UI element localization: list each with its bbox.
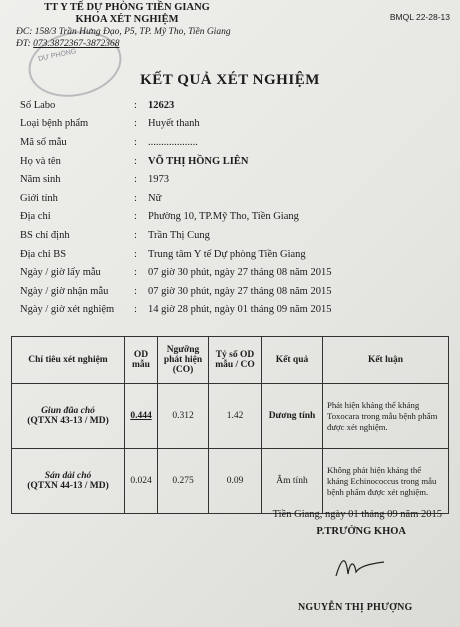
info-label: Năm sinh (20, 174, 61, 186)
info-row (20, 245, 450, 264)
info-row (20, 263, 450, 282)
info-colon: : (134, 229, 137, 241)
header-co: Ngưỡng phát hiện (CO) (158, 337, 209, 384)
place-date: Tiền Giang, ngày 01 tháng 09 năm 2015 (272, 509, 442, 520)
test-code: (QTXN 44-13 / MD) (27, 481, 109, 491)
info-row (20, 96, 450, 115)
info-label: Địa chỉ (20, 211, 51, 223)
header-conclusion: Kết luận (323, 337, 449, 384)
stamp-text: DỰ PHÒNG (37, 48, 77, 63)
test-name: Giun đũa chó (41, 406, 95, 416)
header-od: OD mẫu (125, 337, 158, 384)
info-colon: : (134, 192, 137, 204)
info-value: ................... (148, 136, 198, 148)
org-phone: ĐT: 073.3872367-3872368 (16, 39, 120, 49)
org-address: ĐC: 158/3 Trần Hưng Đạo, P5, TP. Mỹ Tho, Tiền Giang (16, 27, 231, 37)
conclusion-cell: Không phát hiện kháng thể kháng Echinococcus trong mẫu bệnh phẩm được xét nghiệm. (323, 449, 449, 514)
info-row (20, 133, 450, 152)
conclusion-cell: Phát hiện kháng thể kháng Toxocara trong mẫu bệnh phẩm được xét nghiệm. (323, 384, 449, 449)
info-row (20, 152, 450, 171)
ratio-cell: 0.09 (209, 449, 262, 514)
test-name-cell (12, 449, 125, 514)
table-row (12, 384, 449, 449)
info-value: 1973 (148, 174, 169, 186)
info-label: Họ và tên (20, 155, 61, 167)
info-label: Địa chỉ BS (20, 248, 67, 260)
header-test: Chỉ tiêu xét nghiệm (12, 337, 125, 384)
info-row (20, 282, 450, 301)
info-row (20, 115, 450, 134)
info-label: Ngày / giờ xét nghiệm (20, 304, 115, 316)
form-code: BMQL 22-28-13 (389, 12, 450, 22)
handwritten-signature (330, 552, 390, 582)
info-colon: : (134, 285, 137, 297)
info-colon: : (134, 248, 137, 260)
ratio-cell: 1.42 (209, 384, 262, 449)
department-name: KHOA XÉT NGHIỆM (75, 14, 179, 25)
info-label: Mã số mẫu (20, 136, 67, 148)
info-label: Ngày / giờ lấy mẫu (20, 267, 101, 279)
info-label: Ngày / giờ nhận mẫu (20, 285, 109, 297)
info-colon: : (134, 118, 137, 130)
header-result: Kết quả (262, 337, 323, 384)
header-ratio: Tỷ số OD mẫu / CO (209, 337, 262, 384)
info-row (20, 170, 450, 189)
table-header-row (12, 337, 449, 384)
info-colon: : (134, 267, 137, 279)
letterhead (12, 2, 242, 50)
info-row (20, 208, 450, 227)
info-value: Huyết thanh (148, 118, 200, 130)
info-colon: : (134, 211, 137, 223)
org-name: TT Y TẾ DỰ PHÒNG TIỀN GIANG (44, 2, 210, 13)
info-value: Nữ (148, 192, 162, 204)
info-colon: : (134, 304, 137, 316)
result-cell: Âm tính (262, 449, 323, 514)
info-value: 07 giờ 30 phút, ngày 27 tháng 08 năm 2015 (148, 267, 332, 279)
test-name-cell (12, 384, 125, 449)
info-row (20, 301, 450, 320)
co-cell: 0.312 (158, 384, 209, 449)
info-colon: : (134, 99, 137, 111)
info-row (20, 226, 450, 245)
co-cell: 0.275 (158, 449, 209, 514)
result-cell: Dương tính (262, 384, 323, 449)
od-cell: 0.444 (125, 384, 158, 449)
info-value: Trung tâm Y tế Dự phòng Tiền Giang (148, 248, 306, 260)
info-label: Loại bệnh phẩm (20, 118, 89, 130)
info-colon: : (134, 174, 137, 186)
info-value: 14 giờ 28 phút, ngày 01 tháng 09 năm 2015 (148, 304, 332, 316)
info-colon: : (134, 136, 137, 148)
info-value: 12623 (148, 99, 175, 111)
signer-name: NGUYỄN THỊ PHƯỢNG (298, 602, 413, 613)
info-colon: : (134, 155, 137, 167)
info-label: BS chỉ định (20, 229, 70, 241)
info-value: VÕ THỊ HỒNG LIÊN (148, 155, 249, 167)
info-label: Số Labo (20, 99, 56, 111)
info-label: Giới tính (20, 192, 58, 204)
document-title: KẾT QUẢ XÉT NGHIỆM (140, 72, 320, 88)
info-row (20, 189, 450, 208)
test-name: Sán dải chó (44, 471, 92, 481)
signer-title: P.TRƯỞNG KHOA (316, 526, 406, 537)
info-value: Phường 10, TP.Mỹ Tho, Tiền Giang (148, 211, 299, 223)
info-value: Trần Thị Cung (148, 229, 210, 241)
od-cell: 0.024 (125, 449, 158, 514)
info-value: 07 giờ 30 phút, ngày 27 tháng 08 năm 2015 (148, 285, 332, 297)
table-row (12, 449, 449, 514)
patient-info (20, 96, 450, 319)
results-table (11, 336, 449, 514)
test-code: (QTXN 43-13 / MD) (27, 416, 109, 426)
